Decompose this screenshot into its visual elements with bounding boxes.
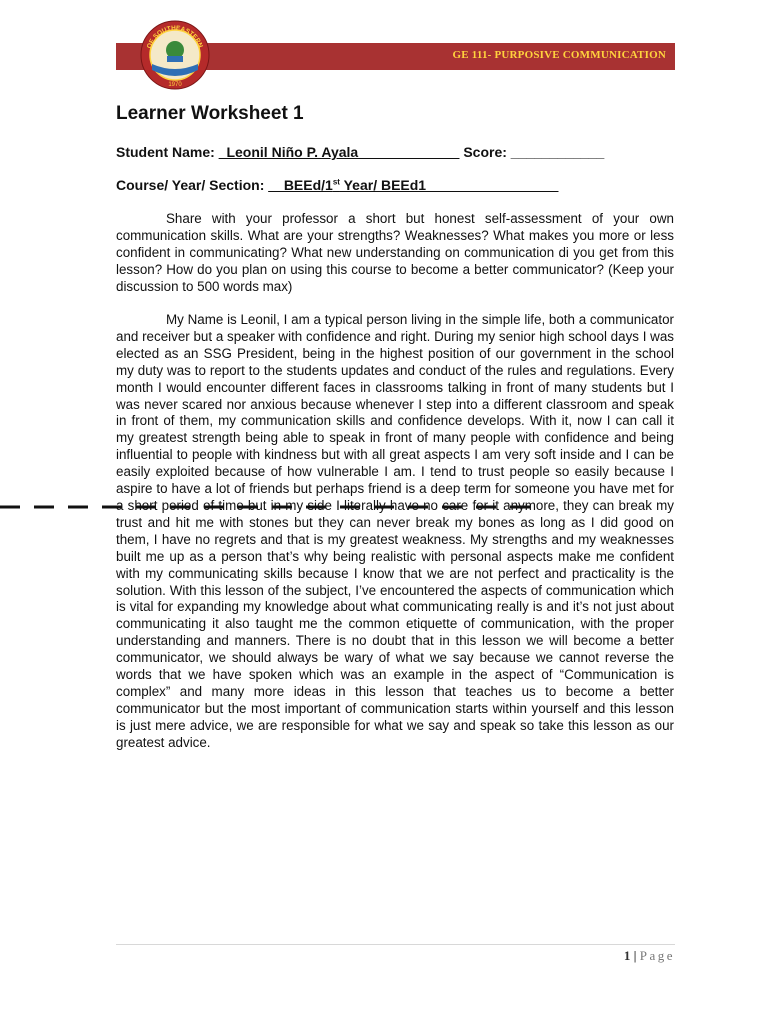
- course-value: [268, 177, 558, 193]
- course-label: Course/ Year/ Section:: [116, 177, 269, 193]
- seal-text: OF SOUTHEASTERN: [145, 24, 204, 50]
- course-title: GE 111- PURPOSIVE COMMUNICATION: [452, 49, 666, 61]
- course-value-post: Year/ BEEd1_________________: [339, 177, 559, 193]
- page-footer: [624, 948, 675, 964]
- course-value-sup: st: [332, 177, 340, 187]
- course-value-pre: __BEEd/1: [268, 177, 333, 193]
- student-name-value: _Leonil Niño P. Ayala_____________: [218, 144, 460, 160]
- student-name-label: Student Name:: [116, 144, 219, 160]
- score-label: Score:: [459, 144, 511, 160]
- seal-year: 1970: [168, 82, 182, 88]
- page-number: 1: [623, 948, 631, 963]
- student-name-line: [116, 144, 604, 160]
- footer-rule: [116, 944, 675, 945]
- page-label: Page: [639, 948, 675, 963]
- answer-paragraph: My Name is Leonil, I am a typical person living in the simple life, both a communicator and receiver but a speaker with confidence and right. During my senior high school days I was elected as an SSG President, being in the highest position of our government in the school my duty was to report to the students updates and conduct of the rules and regulations. Every month I would encounter different faces in classrooms talking in front of many students but I was never scared nor anxious because whenever I step into a different classroom and speak in front of them, my communication skills and confidence develops. With it, now I can call it my greatest strength being able to speak in front of many people with confidence and being influential to people with kindness but with all great aspects I am very soft inside and I can be easily exploited because of how vulnerable I am. I tend to trust people so easily because I aspire to have a lot of friends but perhaps friend is a deep term for someone you have met for a short period of time but in my side I literally have no care for it anymore, they can break my trust and hit me with stones but they can never break my bones as long as I did good on them, I have no regrets and that is my greatest weakness. My strengths and my weaknesses built me up as a person that’s why being realistic with personal aspects make me confident with my communicating skills because I know that we are not perfect and practicality is the solution. With this lesson of the subject, I’ve encountered the aspects of communication which is vital for expanding my knowledge about what communicating really is and it’s not just about communicating it also taught me the common etiquette of communication, with the proper understanding and manners. There is no doubt that in this lesson we will become a better communicator, we should always be wary of what we say because we cannot reverse the words that we have spoken which was an example in the aspect of “Communication is complex” and many more ideas in this lesson that teaches us to become a better communicator but the most important of communication starts within yourself and this lesson is just mere advice, we are responsible for what we say and speak so take this lesson as our greatest advice.: [116, 312, 674, 750]
- worksheet-title: Learner Worksheet 1: [116, 103, 304, 124]
- course-line: [116, 177, 558, 193]
- dashed-cut-line: [0, 505, 540, 509]
- score-value: ____________: [510, 144, 605, 160]
- prompt-paragraph: Share with your professor a short but honest self-assessment of your own communication skills. What are your strengths? Weaknesses? What makes you more or less confident in communicating? What new understanding on communication di you get from this lesson? How do you plan on using this course to become a better communicator? (Keep your discussion to 500 words max): [116, 211, 674, 294]
- page-separator: |: [630, 948, 640, 963]
- university-seal-logo: [140, 20, 210, 90]
